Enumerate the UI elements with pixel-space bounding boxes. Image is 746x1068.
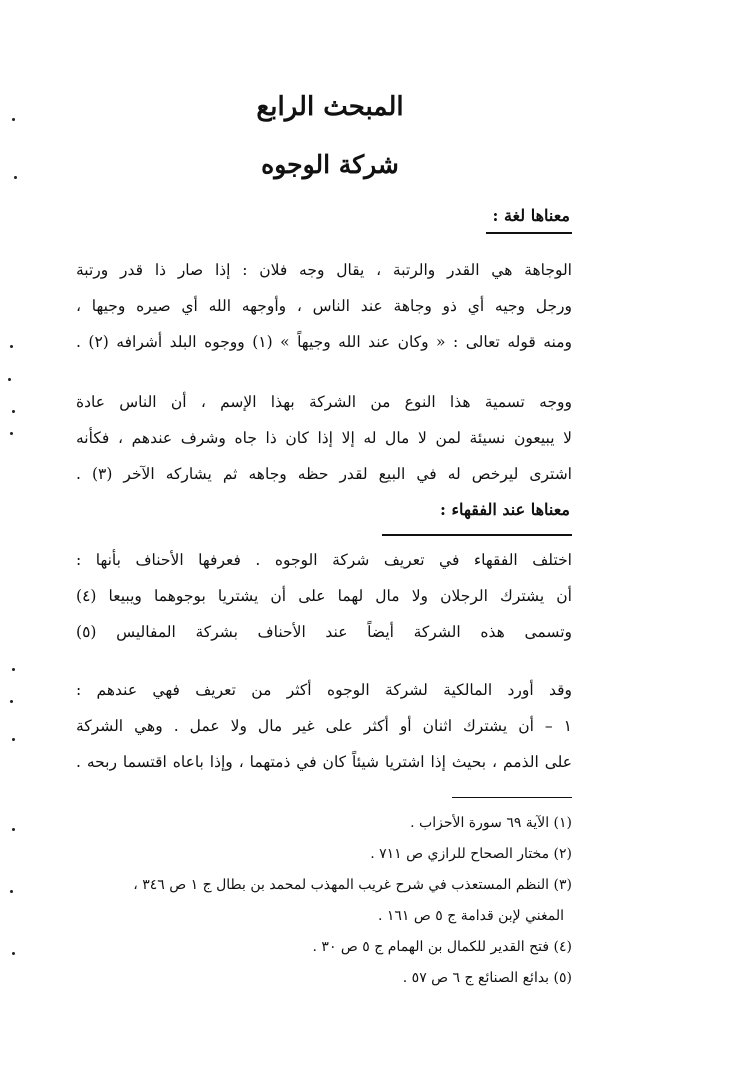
scan-speck (14, 176, 17, 179)
footnote-separator (452, 797, 572, 798)
text-line: لا يبيعون نسيئة لمن لا مال له إلا إذا كان ذا جاه وشرف عندهم ، فكأنه (76, 429, 572, 447)
text-line: ومنه قوله تعالى : « وكان عند الله وجيهاً » (١) ووجوه البلد أشرافه (٢) . (76, 333, 572, 351)
scan-speck (12, 828, 15, 831)
scan-speck (10, 432, 13, 435)
text-line: على الذمم ، بحيث إذا اشتريا شيئاً كان في ذمتهما ، وإذا باعاه اقتسما ربحه . (76, 753, 572, 771)
scan-speck (12, 952, 15, 955)
footnote-4: (٤) فتح القدير للكمال بن الهمام ج ٥ ص ٣٠ . (312, 939, 572, 955)
text-line: أن يشترك الرجلان ولا مال لهما على أن يشتريا بوجوهما ويبيعا (٤) (76, 587, 572, 605)
footnote-2: (٢) مختار الصحاح للرازي ص ٧١١ . (370, 846, 572, 862)
section-title-language: معناها لغة : (492, 206, 570, 225)
footnote-5: (٥) بدائع الصنائع ج ٦ ص ٥٧ . (402, 970, 572, 986)
scan-speck (12, 738, 15, 741)
text-line: وتسمى هذه الشركة أيضاً عند الأحناف بشركة المفاليس (٥) (76, 623, 572, 641)
footnote-3-continued: المغني لإبن قدامة ج ٥ ص ١٦١ . (377, 908, 564, 924)
paragraph-jurists-meaning (76, 542, 572, 650)
text-line: ورجل وجيه أي ذو وجاهة عند الناس ، وأوجهه الله أي صيره وجيها ، (76, 297, 572, 315)
text-line: ١ – أن يشترك اثنان أو أكثر على غير مال ولا عمل . وهي الشركة (76, 717, 572, 735)
topic-heading: شركة الوجوه (261, 150, 399, 179)
section-title-jurists: معناها عند الفقهاء : (440, 500, 570, 519)
text-line: الوجاهة هي القدر والرتبة ، يقال وجه فلان : إذا صار ذا قدر ورتبة (76, 261, 572, 279)
section-underline (382, 534, 572, 536)
paragraph-naming-reason (76, 384, 572, 492)
scan-speck (12, 410, 15, 413)
scan-speck (10, 700, 13, 703)
scan-speck (12, 118, 15, 121)
text-line: وقد أورد المالكية لشركة الوجوه أكثر من تعريف فهي عندهم : (76, 681, 572, 699)
footnote-1: (١) الآية ٦٩ سورة الأحزاب . (410, 815, 572, 831)
footnote-3: (٣) النظم المستعذب في شرح غريب المهذب لمحمد بن بطال ج ١ ص ٣٤٦ ، (133, 877, 572, 893)
scan-speck (8, 378, 11, 381)
paragraph-maliki-definition (76, 672, 572, 780)
chapter-heading: المبحث الرابع (256, 92, 404, 122)
footnotes (133, 808, 572, 994)
text-line: ووجه تسمية هذا النوع من الشركة بهذا الإسم ، أن الناس عادة (76, 393, 572, 411)
scan-speck (10, 345, 13, 348)
scan-speck (12, 668, 15, 671)
scan-speck (10, 890, 13, 893)
text-line: اختلف الفقهاء في تعريف شركة الوجوه . فعرفها الأحناف بأنها : (76, 551, 572, 569)
text-line: اشترى ليرخص له في البيع لقدر حظه وجاهه ثم يشاركه الآخر (٣) . (76, 465, 572, 483)
paragraph-language-meaning (76, 252, 572, 360)
section-underline (486, 232, 572, 234)
